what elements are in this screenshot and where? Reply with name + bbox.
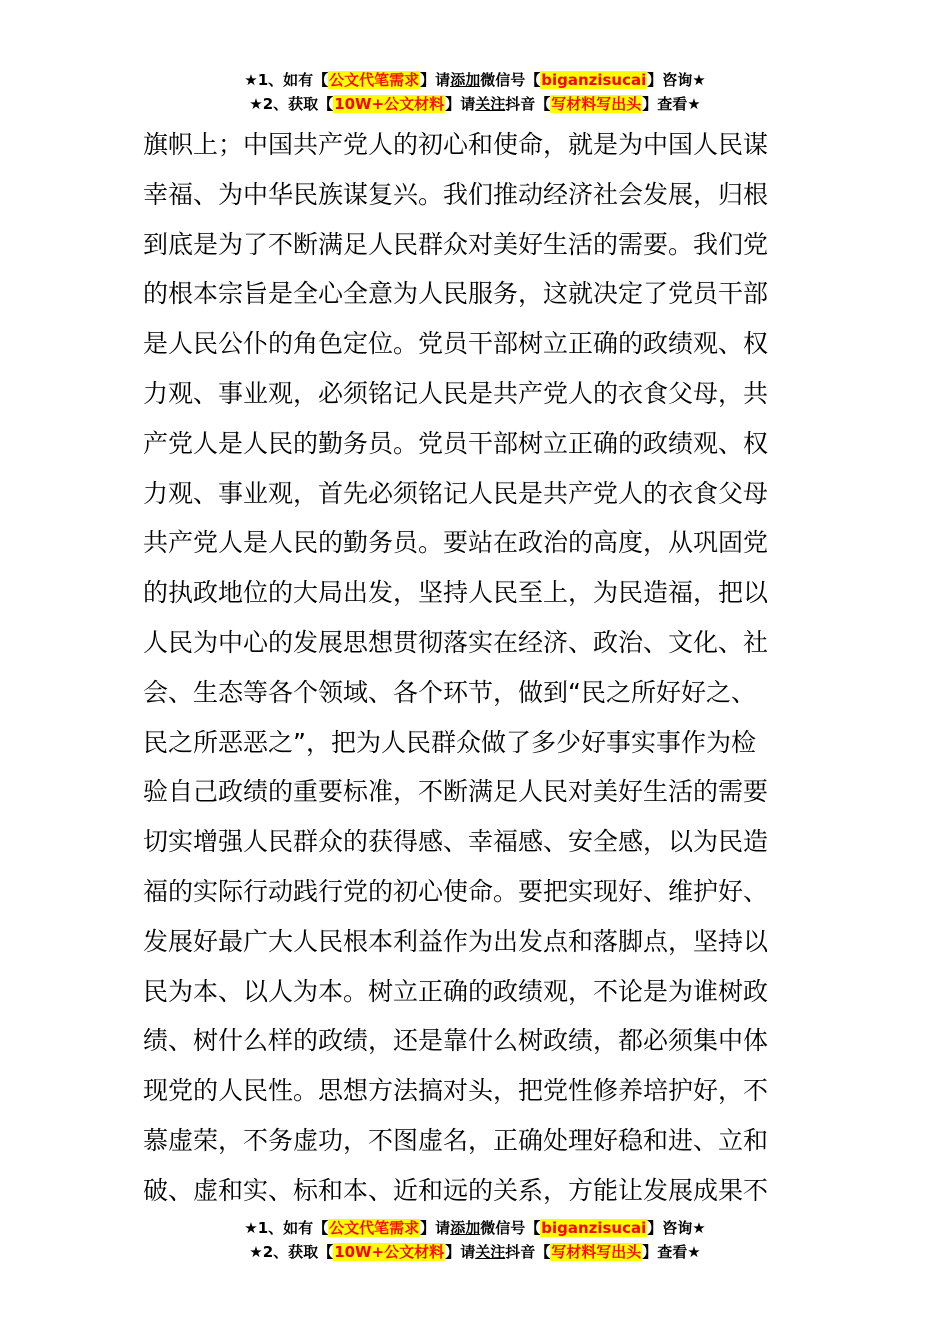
- footer-line-2-suffix: 】查看★: [642, 1243, 701, 1261]
- body-line: 旗帜上；中国共产党人的初心和使命，就是为中国人民谋: [143, 130, 769, 159]
- footer-line-2-middle-b: 抖音【: [505, 1243, 551, 1261]
- body-line: 破、虚和实、标和本、近和远的关系，方能让发展成果不: [143, 1175, 769, 1205]
- header-line-1-prefix: ★1、如有【: [244, 71, 329, 89]
- header-line-1-highlight-wechat: biganzisucai: [541, 71, 647, 89]
- header-line-2-highlight-douyin: 写材料写出头: [551, 95, 642, 113]
- footer-line-2-prefix: ★2、获取【: [249, 1243, 334, 1261]
- header-line-1-suffix: 】咨询★: [647, 71, 706, 89]
- header-line-2-middle-b: 抖音【: [505, 95, 551, 113]
- body-line: 产党人是人民的勤务员。党员干部树立正确的政绩观、权: [143, 428, 769, 458]
- footer-line-1-middle-a: 】请: [420, 1219, 451, 1237]
- body-line: 慕虚荣，不务虚功，不图虚名，正确处理好稳和进、立和: [143, 1125, 769, 1155]
- body-line: 人民为中心的发展思想贯彻落实在经济、政治、文化、社: [143, 627, 769, 657]
- document-body: [143, 120, 813, 1216]
- footer-line-2: [0, 1240, 950, 1264]
- body-line: 是人民公仆的角色定位。党员干部树立正确的政绩观、权: [143, 329, 769, 359]
- header-line-2-highlight-materials: 10W+公文材料: [334, 95, 445, 113]
- header-line-2-middle-a: 】请: [445, 95, 476, 113]
- body-line: 共产党人是人民的勤务员。要站在政治的高度，从巩固党: [143, 528, 769, 558]
- body-line: 力观、事业观，首先必须铭记人民是共产党人的衣食父母: [143, 478, 769, 508]
- body-line: 福的实际行动践行党的初心使命。要把实现好、维护好、: [143, 876, 769, 906]
- body-line: 力观、事业观，必须铭记人民是共产党人的衣食父母，共: [143, 378, 769, 408]
- footer-line-1-underlined: 添加: [450, 1219, 481, 1237]
- body-line: 会、生态等各个领域、各个环节，做到“民之所好好之、: [143, 677, 756, 707]
- footer-line-1-prefix: ★1、如有【: [244, 1219, 329, 1237]
- header-line-2: [0, 92, 950, 116]
- footer-line-1-middle-b: 微信号【: [480, 1219, 541, 1237]
- body-line: 的根本宗旨是全心全意为人民服务，这就决定了党员干部: [143, 279, 769, 309]
- header-line-1: [0, 68, 950, 92]
- header-line-2-prefix: ★2、获取【: [249, 95, 334, 113]
- header-line-1-underlined: 添加: [450, 71, 481, 89]
- footer-banner: [0, 1216, 950, 1264]
- header-banner: [0, 68, 950, 116]
- header-line-2-suffix: 】查看★: [642, 95, 701, 113]
- footer-line-2-highlight-materials: 10W+公文材料: [334, 1243, 445, 1261]
- footer-line-2-underlined: 关注: [475, 1243, 506, 1261]
- body-line: 民为本、以人为本。树立正确的政绩观，不论是为谁树政: [143, 976, 769, 1006]
- header-line-1-middle-b: 微信号【: [480, 71, 541, 89]
- footer-line-2-highlight-douyin: 写材料写出头: [551, 1243, 642, 1261]
- body-line: 现党的人民性。思想方法搞对头，把党性修养培护好，不: [143, 1076, 769, 1106]
- footer-line-2-middle-a: 】请: [445, 1243, 476, 1261]
- footer-line-1-suffix: 】咨询★: [647, 1219, 706, 1237]
- header-line-1-middle-a: 】请: [420, 71, 451, 89]
- footer-line-1: [0, 1216, 950, 1240]
- body-line: 民之所恶恶之”，把为人民群众做了多少好事实事作为检: [143, 727, 756, 757]
- body-line: 到底是为了不断满足人民群众对美好生活的需要。我们党: [143, 229, 769, 259]
- body-line: 切实增强人民群众的获得感、幸福感、安全感，以为民造: [143, 827, 769, 857]
- body-line: 的执政地位的大局出发，坚持人民至上，为民造福，把以: [143, 578, 769, 608]
- body-line: 验自己政绩的重要标准，不断满足人民对美好生活的需要: [143, 777, 769, 807]
- header-line-2-underlined: 关注: [475, 95, 506, 113]
- body-line: 发展好最广大人民根本利益作为出发点和落脚点，坚持以: [143, 926, 769, 956]
- body-line: 幸福、为中华民族谋复兴。我们推动经济社会发展，归根: [143, 179, 769, 209]
- header-line-1-highlight-service: 公文代笔需求: [329, 71, 420, 89]
- footer-line-1-highlight-service: 公文代笔需求: [329, 1219, 420, 1237]
- body-line: 绩、树什么样的政绩，还是靠什么树政绩，都必须集中体: [143, 1026, 769, 1056]
- footer-line-1-highlight-wechat: biganzisucai: [541, 1219, 647, 1237]
